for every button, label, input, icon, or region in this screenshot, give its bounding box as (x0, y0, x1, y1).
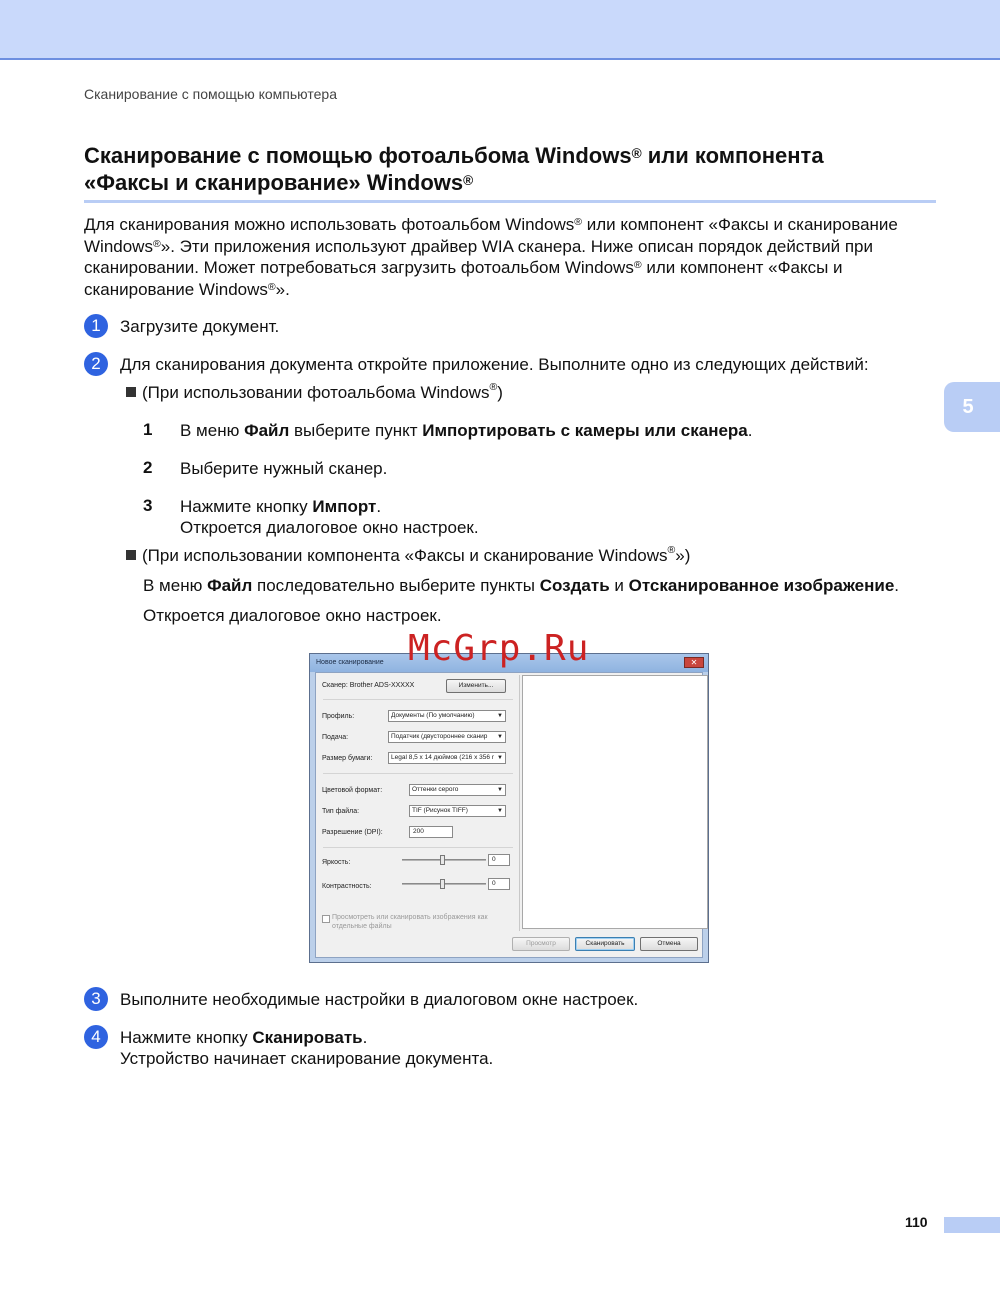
page-number-bar (944, 1217, 1000, 1233)
chevron-down-icon: ▼ (497, 755, 503, 761)
intro-reg-4: ® (267, 280, 276, 293)
substep-3-a: Нажмите кнопку (180, 497, 313, 516)
dialog-body (315, 672, 703, 958)
substep-2-number: 2 (143, 458, 153, 477)
substep-3-line2: Откроется диалоговое окно настроек. (180, 518, 479, 537)
step-4-text (120, 1027, 493, 1069)
file-type-select[interactable] (409, 805, 506, 817)
b2-c: последовательно выберите пункты (252, 576, 540, 595)
bullet-square-icon (126, 387, 136, 397)
intro-paragraph (84, 214, 944, 300)
step-2-text: Для сканирования документа откройте приложение. Выполните одно из следующих действий: (120, 355, 869, 374)
source-select[interactable] (388, 731, 506, 743)
b2-scanned-image: Отсканированное изображение (628, 576, 895, 595)
bullet-1-reg: ® (489, 381, 498, 393)
new-scan-dialog (309, 653, 709, 963)
preview-area (522, 675, 708, 929)
separate-files-label-2: отдельные файлы (332, 923, 392, 930)
color-format-value: Оттенки серого (412, 786, 459, 793)
bullet-2-result: Откроется диалоговое окно настроек. (143, 606, 442, 625)
step-4-line2: Устройство начинает сканирование документа. (120, 1049, 494, 1068)
separate-files-checkbox[interactable] (322, 915, 330, 923)
contrast-label: Контрастность: (322, 883, 372, 890)
file-type-label: Тип файла: (322, 808, 360, 815)
divider (519, 675, 520, 931)
title-line1-a: Сканирование с помощью фотоальбома Windows (84, 143, 632, 168)
menu-import-label: Импортировать с камеры или сканера (422, 421, 748, 440)
step-1-number: 1 (84, 314, 108, 338)
b2-file: Файл (207, 576, 253, 595)
substep-1-number: 1 (143, 420, 153, 439)
paper-size-select[interactable] (388, 752, 506, 764)
watermark: McGrp.Ru (408, 628, 590, 669)
title-reg-2: ® (463, 173, 474, 188)
profile-label: Профиль: (322, 713, 355, 720)
file-type-value: TIF (Рисунок TIFF) (412, 807, 468, 814)
separate-files-label-1: Просмотреть или сканировать изображения как (332, 914, 488, 921)
intro-reg-1: ® (574, 216, 583, 228)
bullet-2-reg: ® (667, 544, 676, 556)
import-button-label: Импорт (312, 497, 377, 516)
title-underline (84, 200, 936, 203)
intro-p4: или компонент «Факсы и сканирование Windows (84, 258, 843, 299)
brightness-label: Яркость: (322, 859, 351, 866)
page-number: 110 (905, 1214, 928, 1230)
color-format-select[interactable] (409, 784, 506, 796)
intro-reg-2: ® (152, 237, 161, 250)
step-2-number: 2 (84, 352, 108, 376)
bullet-1-text: (При использовании фотоальбома Windows (142, 383, 490, 402)
bullet-1-end: ) (497, 383, 503, 402)
bullet-photo-gallery (126, 383, 503, 403)
contrast-input[interactable]: 0 (488, 878, 510, 890)
source-label: Подача: (322, 734, 349, 741)
cancel-button[interactable]: Отмена (640, 937, 698, 951)
step-4-number: 4 (84, 1025, 108, 1049)
substep-2-text: Выберите нужный сканер. (180, 459, 388, 478)
step-3-number: 3 (84, 987, 108, 1011)
paper-size-label: Размер бумаги: (322, 755, 373, 762)
b2-e: . (894, 576, 900, 595)
step-3-text: Выполните необходимые настройки в диалоговом окне настроек. (120, 990, 639, 1009)
title-reg-1: ® (631, 146, 642, 161)
brightness-input[interactable]: 0 (488, 854, 510, 866)
divider (323, 699, 513, 700)
chapter-tab: 5 (944, 382, 1000, 432)
intro-p5: ». (275, 279, 290, 299)
source-value: Податчик (двустороннее сканир (391, 733, 488, 740)
profile-value: Документы (По умолчанию) (391, 712, 475, 719)
bullet-2-instruction (143, 576, 899, 596)
step-1-text: Загрузите документ. (120, 317, 280, 336)
paper-size-value: Legal 8,5 x 14 дюймов (216 x 356 r (391, 754, 494, 761)
scan-button[interactable]: Сканировать (575, 937, 635, 951)
profile-select[interactable] (388, 710, 506, 722)
substep-1-text (180, 420, 753, 441)
top-band (0, 0, 1000, 60)
menu-file-label: Файл (244, 421, 290, 440)
substep-3-number: 3 (143, 496, 153, 515)
chevron-down-icon: ▼ (497, 787, 503, 793)
scanner-label: Сканер: Brother ADS-XXXXX (322, 682, 415, 689)
chevron-down-icon: ▼ (497, 734, 503, 740)
intro-p1: Для сканирования можно использовать фотоальбом Windows (84, 215, 575, 234)
b2-create: Создать (539, 576, 610, 595)
color-format-label: Цветовой формат: (322, 787, 383, 794)
bullet-square-icon (126, 550, 136, 560)
b2-a: В меню (143, 576, 208, 595)
intro-p3: ». Эти приложения используют драйвер WIA сканера. Ниже описан порядок действий при сканировании. Может потребоваться загрузить фотоальбом Windows (84, 236, 873, 277)
running-header: Сканирование с помощью компьютера (84, 86, 337, 102)
divider (323, 847, 513, 848)
substep-3-text (180, 496, 479, 538)
change-scanner-button[interactable]: Изменить... (446, 679, 506, 693)
slider-thumb[interactable] (440, 879, 445, 889)
step-4-b: . (362, 1028, 368, 1047)
preview-button[interactable]: Просмотр (512, 937, 570, 951)
slider-thumb[interactable] (440, 855, 445, 865)
substep-1-a: В меню (180, 421, 245, 440)
chevron-down-icon: ▼ (497, 713, 503, 719)
page-title (84, 142, 944, 196)
b2-d: и (609, 576, 629, 595)
step-4-a: Нажмите кнопку (120, 1028, 253, 1047)
scan-button-label: Сканировать (252, 1028, 363, 1047)
brightness-slider[interactable] (402, 859, 486, 861)
dialog-title: Новое сканирование (316, 659, 384, 666)
intro-reg-3: ® (633, 259, 642, 271)
chevron-down-icon: ▼ (497, 808, 503, 814)
close-icon[interactable]: ✕ (684, 657, 704, 668)
title-line2: «Факсы и сканирование» Windows (84, 170, 464, 195)
substep-1-c: выберите пункт (289, 421, 423, 440)
substep-3-c: . (376, 497, 382, 516)
dpi-label: Разрешение (DPI): (322, 829, 383, 836)
divider (323, 773, 513, 774)
substep-1-d: . (747, 421, 753, 440)
intro-p2: или компонент «Факсы и сканирование Windows (84, 215, 898, 256)
bullet-2-end: ») (675, 546, 691, 565)
bullet-fax-and-scan (126, 546, 690, 566)
dpi-stepper[interactable]: 200 (409, 826, 453, 838)
bullet-2-text: (При использовании компонента «Факсы и сканирование Windows (142, 546, 668, 565)
title-line1-b: или компонента (641, 143, 824, 168)
contrast-slider[interactable] (402, 883, 486, 885)
